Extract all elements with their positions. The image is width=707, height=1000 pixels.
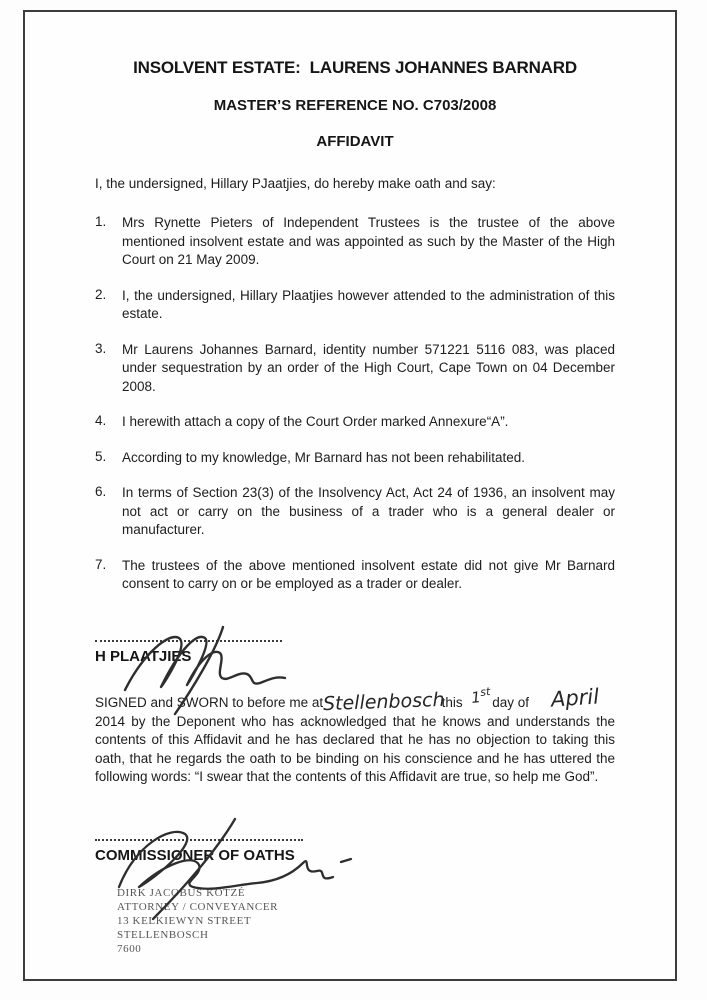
commissioner-signature-line — [95, 839, 303, 841]
handwritten-day: 1st — [469, 684, 491, 707]
paragraph-7 — [95, 557, 615, 594]
handwritten-month: April — [550, 683, 600, 712]
paragraph-6 — [95, 484, 615, 540]
paragraph-text: I herewith attach a copy of the Court Order marked Annexure“A”. — [122, 414, 509, 429]
commissioner-signature-block — [95, 839, 615, 864]
paragraph-number: 7. — [95, 556, 107, 572]
paragraph-3 — [95, 341, 615, 397]
paragraph-4 — [95, 413, 615, 432]
sworn-mid: this — [441, 694, 463, 710]
sworn-statement-body: 2014 by the Deponent who has acknowledged that he knows and understands the contents of this Affidavit and he has declared that he has no objection to taking this oath, that he regards the oath to be binding on his conscience and he has uttered the following words: “I swear that the contents of this Affidavit are true, so help me God”. — [95, 713, 615, 784]
numbered-paragraphs — [95, 214, 615, 594]
paragraph-number: 3. — [95, 340, 107, 356]
stamp-postal-code: 7600 — [117, 942, 142, 955]
handwritten-place: Stellenbosch — [322, 688, 445, 715]
deponent-signature-line — [95, 640, 282, 642]
stamp-name: DIRK JACOBUS KOTZÉ — [117, 886, 246, 899]
paragraph-text: In terms of Section 23(3) of the Insolvency Act, Act 24 of 1936, an insolvent may not act or carry on the business of a trader who is a general dealer or manufacturer. — [122, 485, 615, 537]
paragraph-number: 6. — [95, 484, 107, 499]
stamp-street: 13 KELKIEWYN STREET — [117, 914, 252, 927]
commissioner-label: COMMISSIONER OF OATHS — [95, 846, 295, 864]
paragraph-text: Mrs Rynette Pieters of Independent Trustees is the trustee of the above mentioned insolvent estate and was appointed as such by the Master of the High Court on 21 May 2009. — [122, 215, 615, 267]
paragraph-1 — [95, 214, 615, 270]
sworn-statement — [95, 683, 615, 787]
paragraph-number: 2. — [95, 286, 107, 302]
deponent-intro-line: I, the undersigned, Hillary PJaatjies, do hereby make oath and say: — [95, 176, 496, 191]
affidavit-heading: AFFIDAVIT — [316, 133, 394, 150]
paragraph-number: 4. — [95, 413, 107, 428]
paragraph-text: Mr Laurens Johannes Barnard, identity number 571221 5116 083, was placed under sequestration by an order of the High Court, Cape Town on 04 December 2008. — [122, 341, 615, 394]
paragraph-5 — [95, 449, 615, 468]
commissioner-stamp — [117, 886, 615, 956]
deponent-signature-block — [95, 640, 615, 665]
paragraph-text: According to my knowledge, Mr Barnard has not been rehabilitated. — [122, 449, 525, 465]
paragraph-text: I, the undersigned, Hillary Plaatjies however attended to the administration of this estate. — [122, 287, 615, 321]
stamp-city: STELLENBOSCH — [117, 928, 209, 941]
paragraph-text: The trustees of the above mentioned insolvent estate did not give Mr Barnard consent to carry on or be employed as a trader or dealer. — [122, 557, 615, 591]
deponent-name: H PLAATJIES — [95, 647, 192, 665]
sworn-day-of: day of — [492, 694, 530, 710]
paragraph-number: 1. — [95, 214, 107, 229]
sworn-prefix: SIGNED and SWORN to before me at — [95, 694, 324, 710]
sworn-statement-first-line — [95, 683, 615, 715]
page-border-frame — [23, 10, 677, 981]
stamp-title: ATTORNEY / CONVEYANCER — [117, 900, 279, 913]
paragraph-2 — [95, 287, 615, 324]
masters-reference: MASTER’S REFERENCE NO. C703/2008 — [213, 97, 497, 114]
document-title: INSOLVENT ESTATE: LAURENS JOHANNES BARNARD — [133, 58, 577, 77]
paragraph-number: 5. — [95, 448, 107, 464]
